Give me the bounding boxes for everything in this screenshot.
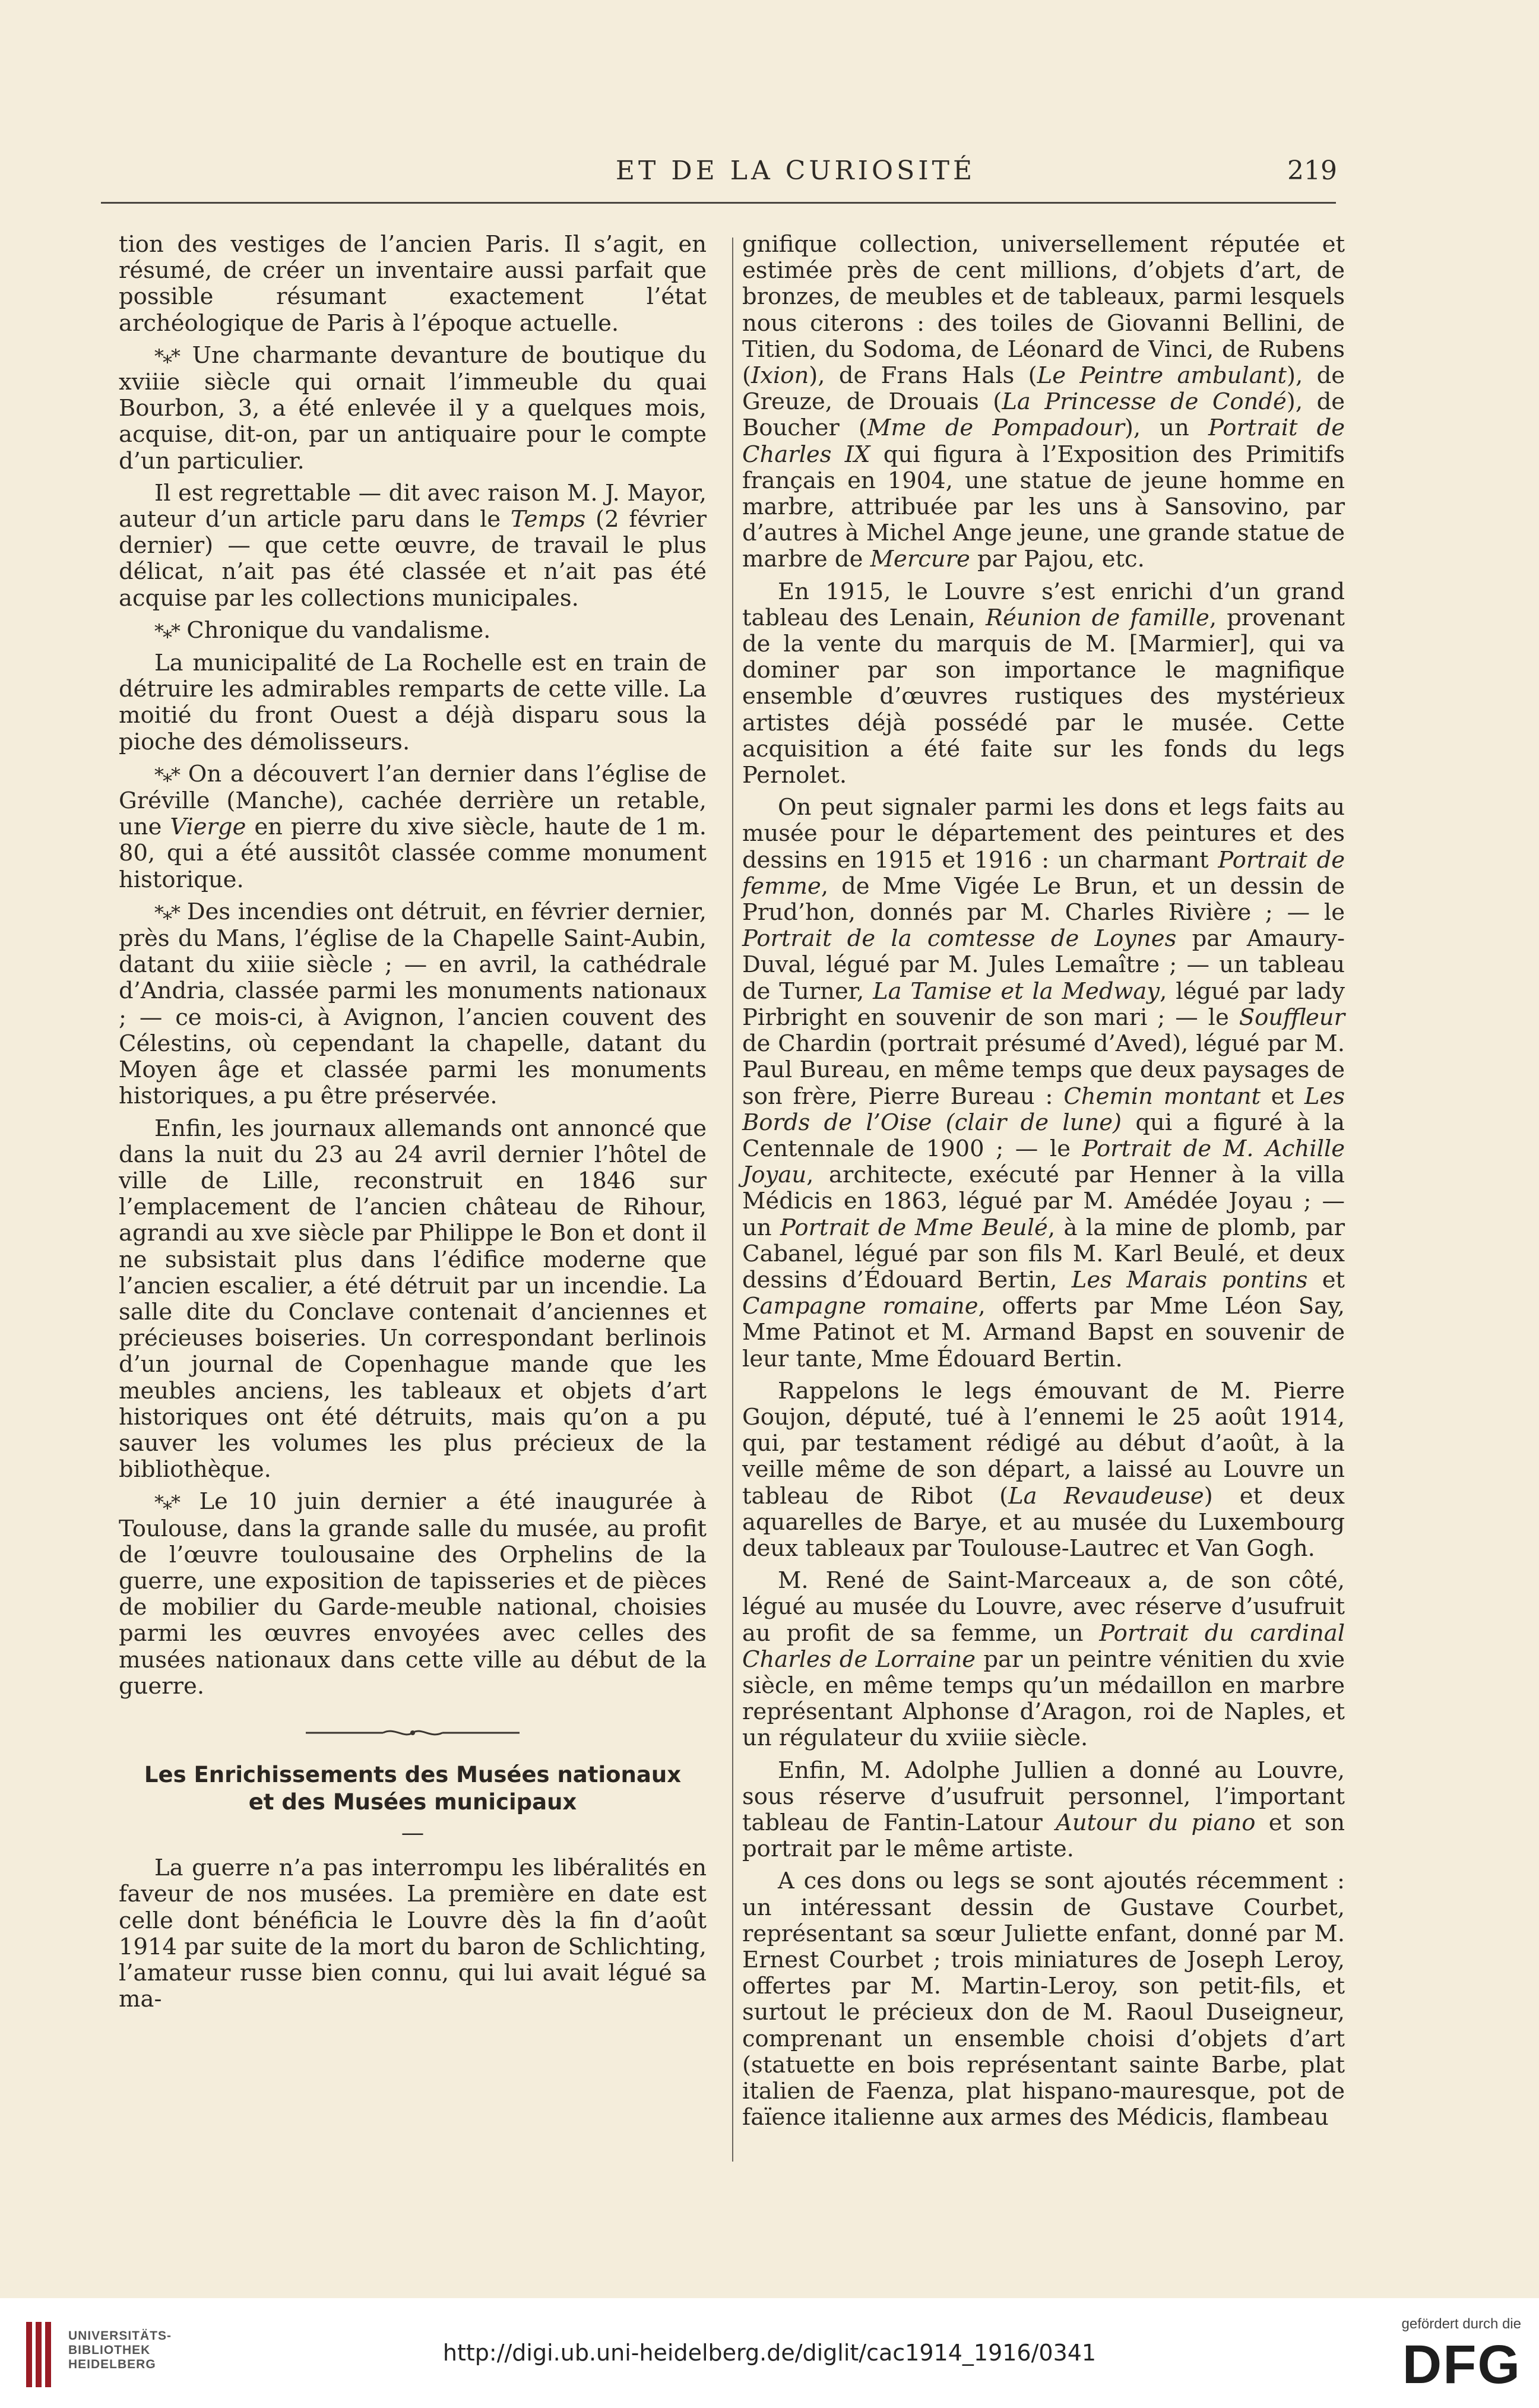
section-dash: — (401, 1820, 425, 1847)
paragraph: *⁎* Le 10 juin dernier a été inaugurée à Toulouse, dans la grande salle du musée, au profit de l’œuvre toulousaine des Orphelins de la guerre, une exposition de tapisseries et de pièces de mobilier du Garde-meuble national, choisies parmi les œuvres envoyées avec celles des musées nationaux dans cette ville au début de la guerre. (119, 1488, 707, 1700)
running-title: ET DE LA CURIOSITÉ (615, 156, 976, 186)
ornamental-divider (119, 1719, 707, 1745)
dfg-logo: DFG (1402, 2334, 1521, 2395)
paragraph: gnifique collection, universellement réputée et estimée près de cent millions, d’objets d’art, de bronzes, de meubles et de tableaux, parmi lesquels nous citerons : des toiles de Giovanni Bellini, de Titien, du Sodoma, de Léonard de Vinci, de Rubens (Ixion), de Frans Hals (Le Peintre ambulant), de Greuze, de Drouais (La Princesse de Condé), de Boucher (Mme de Pompadour), un Portrait de Charles IX qui figura à l’Exposition des Primitifs français en 1904, une statue de jeune homme en marbre, attribuée par les uns à Sansovino, par d’autres à Michel Ange jeune, une grande statue de marbre de Mercure par Pajou, etc. (742, 231, 1345, 573)
header-rule (101, 202, 1336, 204)
permalink-url[interactable]: http://digi.ub.uni-heidelberg.de/diglit/cac1914_1916/0341 (442, 2340, 1097, 2366)
asterism: *⁎* (154, 1491, 179, 1514)
paragraph: Enfin, les journaux allemands ont annoncé que dans la nuit du 23 au 24 avril dernier l’hôtel de ville de Lille, reconstruit en 1846 sur l’emplacement de l’ancien château de Rihour, agrandi au xve siècle par Philippe le Bon et dont il ne subsistait plus dans l’édifice moderne que l’ancien escalier, a été détruit par un incendie. La salle dite du Conclave contenait d’anciennes et précieuses boiseries. Un correspondant berlinois d’un journal de Copenhague mande que les meubles anciens, les tableaux et objets d’art historiques ont été détruits, mais qu’on a pu sauver les volumes les plus précieux de la bibliothèque. (119, 1115, 707, 1483)
paragraph: A ces dons ou legs se sont ajoutés récemment : un intéressant dessin de Gustave Courbet, représentant sa sœur Juliette enfant, donné par M. Ernest Courbet ; trois miniatures de Joseph Leroy, offertes par M. Martin-Leroy, son petit-fils, et surtout le précieux don de M. Raoul Duseigneur, comprenant un ensemble choisi d’objets d’art (statuette en bois représentant sainte Barbe, plat italien de Faenza, plat hispano-mauresque, pot de faïence italienne aux armes des Médicis, flambeau (742, 1868, 1345, 2131)
asterism: *⁎* (154, 763, 179, 786)
paragraph: La municipalité de La Rochelle est en train de détruire les admirables remparts de cette ville. La moitié du front Ouest a déjà disparu sous la pioche des démolisseurs. (119, 650, 707, 755)
paragraph: On peut signaler parmi les dons et legs faits au musée pour le département des peintures et des dessins en 1915 et 1916 : un charmant Portrait de femme, de Mme Vigée Le Brun, et un dessin de Prud’hon, donnés par M. Charles Rivière ; — le Portrait de la comtesse de Loynes par Amaury-Duval, légué par M. Jules Lemaître ; — un tableau de Turner, La Tamise et la Medway, légué par lady Pirbright en souvenir de son mari ; — le Souffleur de Chardin (portrait présumé d’Aved), légué par M. Paul Bureau, en même temps que deux paysages de son frère, Pierre Bureau : Chemin montant et Les Bords de l’Oise (clair de lune) qui a figuré à la Centennale de 1900 ; — le Portrait de M. Achille Joyau, architecte, exécuté par Henner à la villa Médicis en 1863, légué par M. Amédée Joyau ; — un Portrait de Mme Beulé, à la mine de plomb, par Cabanel, légué par son fils M. Karl Beulé, et deux dessins d’Édouard Bertin, Les Marais pontins et Campagne romaine, offerts par Mme Léon Say, Mme Patinot et M. Armand Bapst en souvenir de leur tante, Mme Édouard Bertin. (742, 794, 1345, 1372)
right-column (742, 232, 1345, 2131)
paragraph: *⁎* Chronique du vandalisme. (154, 616, 491, 644)
page-number: 219 (1287, 156, 1337, 186)
section-title: Les Enrichissements des Musées nationaux (144, 1762, 682, 1788)
sponsor-text: gefördert durch die (1401, 2316, 1521, 2332)
paragraph: Rappelons le legs émouvant de M. Pierre Goujon, député, tué à l’ennemi le 25 août 1914, qui, par testament rédigé au début d’août, à la veille même de son départ, a laissé au Louvre un tableau de Ribot (La Revaudeuse) et deux aquarelles de Barye, et au musée du Luxembourg deux tableaux par Toulouse-Lautrec et Van Gogh. (742, 1377, 1345, 1562)
asterism: *⁎* (154, 619, 179, 643)
paragraph: *⁎* Des incendies ont détruit, en février dernier, près du Mans, l’église de la Chapelle Saint-Aubin, datant du xiiie siècle ; — en avril, la cathédrale d’Andria, classée parmi les monuments nationaux ; — ce mois-ci, à Avignon, l’ancien couvent des Célestins, où cependant la chapelle, datant du Moyen âge et classée parmi les monuments historiques, a pu être préservée. (119, 898, 707, 1110)
paragraph: Enfin, M. Adolphe Jullien a donné au Louvre, sous réserve d’usufruit personnel, l’important tableau de Fantin-Latour Autour du piano et son portrait par le même artiste. (742, 1757, 1345, 1863)
asterism: *⁎* (154, 901, 179, 924)
viewer-footer (0, 2298, 1539, 2408)
paragraph: tion des vestiges de l’ancien Paris. Il s’agit, en résumé, de créer un inventaire aussi parfait que possible résumant exactement l’état archéologique de Paris à l’époque actuelle. (119, 231, 707, 337)
paragraph: *⁎* On a découvert l’an dernier dans l’église de Gréville (Manche), cachée derrière un retable, une Vierge en pierre du xive siècle, haute de 1 m. 80, qui a été aussitôt classée comme monument historique. (119, 760, 707, 893)
paragraph: La guerre n’a pas interrompu les libéralités en faveur de nos musées. La première en date est celle dont bénéficia le Louvre dès la fin d’août 1914 par suite de la mort du baron de Schlichting, l’amateur russe bien connu, qui lui avait légué sa ma- (119, 1855, 707, 2013)
column-rule (732, 238, 733, 2162)
section-subtitle: et des Musées municipaux (248, 1789, 577, 1815)
paragraph: En 1915, le Louvre s’est enrichi d’un grand tableau des Lenain, Réunion de famille, provenant de la vente du marquis de M. [Marmier], qui va dominer par son importance le magnifique ensemble d’œuvres rustiques des mystérieux artistes déjà possédé par le musée. Cette acquisition a été faite sur les fonds du legs Pernolet. (742, 578, 1345, 789)
left-column (119, 232, 707, 2013)
asterism: *⁎* (154, 344, 179, 368)
paragraph: Il est regrettable — dit avec raison M. J. Mayor, auteur d’un article paru dans le Temps (2 février dernier) — que cette œuvre, de travail le plus délicat, n’ait pas été classée et n’ait pas été acquise par les collections municipales. (119, 479, 707, 612)
institution-name: UNIVERSITÄTS- BIBLIOTHEK HEIDELBERG (68, 2329, 172, 2371)
paragraph: *⁎* Une charmante devanture de boutique du xviiie siècle qui ornait l’immeuble du quai Bourbon, 3, a été enlevée il y a quelques mois, acquise, dit-on, par un antiquaire pour le compte d’un particulier. (119, 341, 707, 474)
paragraph: M. René de Saint-Marceaux a, de son côté, légué au musée du Louvre, avec réserve d’usufruit au profit de sa femme, un Portrait du cardinal Charles de Lorraine par un peintre vénitien du xvie siècle, en même temps qu’un médaillon en marbre représentant Alphonse d’Aragon, roi de Naples, et un régulateur du xviiie siècle. (742, 1567, 1345, 1752)
